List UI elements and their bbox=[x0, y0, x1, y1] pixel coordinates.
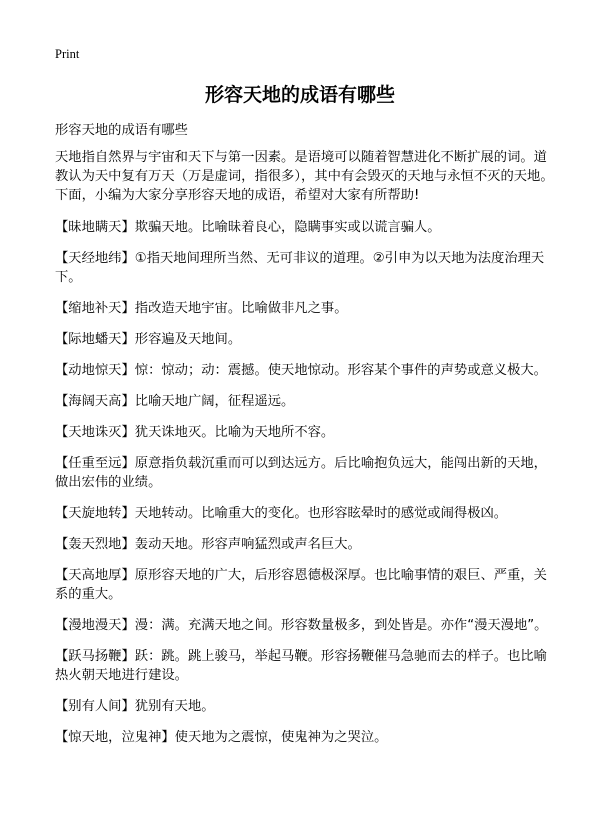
idiom-entry: 【天地诛灭】犹天诛地灭。比喻为天地所不容。 bbox=[55, 425, 335, 440]
subtitle: 形容天地的成语有哪些 bbox=[55, 123, 188, 138]
print-label[interactable]: Print bbox=[55, 47, 80, 61]
idiom-entry: 【昧地瞒天】欺骗天地。比喻昧着良心，隐瞒事实或以谎言骗人。 bbox=[55, 220, 441, 235]
idiom-entry: 【际地蟠天】形容遍及天地间。 bbox=[55, 332, 242, 347]
idiom-entry: 【跃马扬鞭】跃：跳。跳上骏马，举起马鞭。形容扬鞭催马急驰而去的样子。也比喻热火朝天地进行建设。 bbox=[55, 649, 547, 683]
idiom-entry: 【惊天地，泣鬼神】使天地为之震惊，使鬼神为之哭泣。 bbox=[55, 730, 388, 745]
idiom-entry: 【别有人间】犹别有天地。 bbox=[55, 699, 215, 714]
idiom-entry: 【动地惊天】惊：惊动；动：震撼。使天地惊动。形容某个事件的声势或意义极大。 bbox=[55, 363, 547, 378]
idiom-entry: 【天经地纬】①指天地间理所当然、无可非议的道理。②引申为以天地为法度治理天下。 bbox=[55, 251, 545, 285]
page-title: 形容天地的成语有哪些 bbox=[204, 84, 395, 106]
idiom-entry: 【轰天烈地】轰动天地。形容声响猛烈或声名巨大。 bbox=[55, 537, 361, 552]
content-body bbox=[55, 148, 555, 759]
idiom-entry: 【任重至远】原意指负载沉重而可以到达远方。后比喻抱负远大，能闯出新的天地，做出宏伟的业绩。 bbox=[55, 456, 547, 490]
idiom-entry: 【天高地厚】原形容天地的广大，后形容恩德极深厚。也比喻事情的艰巨、严重，关系的重大。 bbox=[55, 568, 547, 602]
idiom-entry: 【缩地补天】指改造天地宇宙。比喻做非凡之事。 bbox=[55, 301, 348, 316]
intro-paragraph: 天地指自然界与宇宙和天下与第一因素。是语境可以随着智慧进化不断扩展的词。道教认为天中复有万天（万是虚词，指很多），其中有会毁灭的天地与永恒不灭的天地。下面，小编为大家分享形容天地的成语，希望对大家有所帮助! bbox=[55, 150, 554, 203]
idiom-entry: 【漫地漫天】漫：满。充满天地之间。形容数量极多，到处皆是。亦作“漫天漫地”。 bbox=[55, 618, 548, 633]
idiom-entry: 【天旋地转】天地转动。比喻重大的变化。也形容眩晕时的感觉或闹得极凶。 bbox=[55, 506, 508, 521]
idiom-entry: 【海阔天高】比喻天地广阔，征程遥远。 bbox=[55, 394, 295, 409]
